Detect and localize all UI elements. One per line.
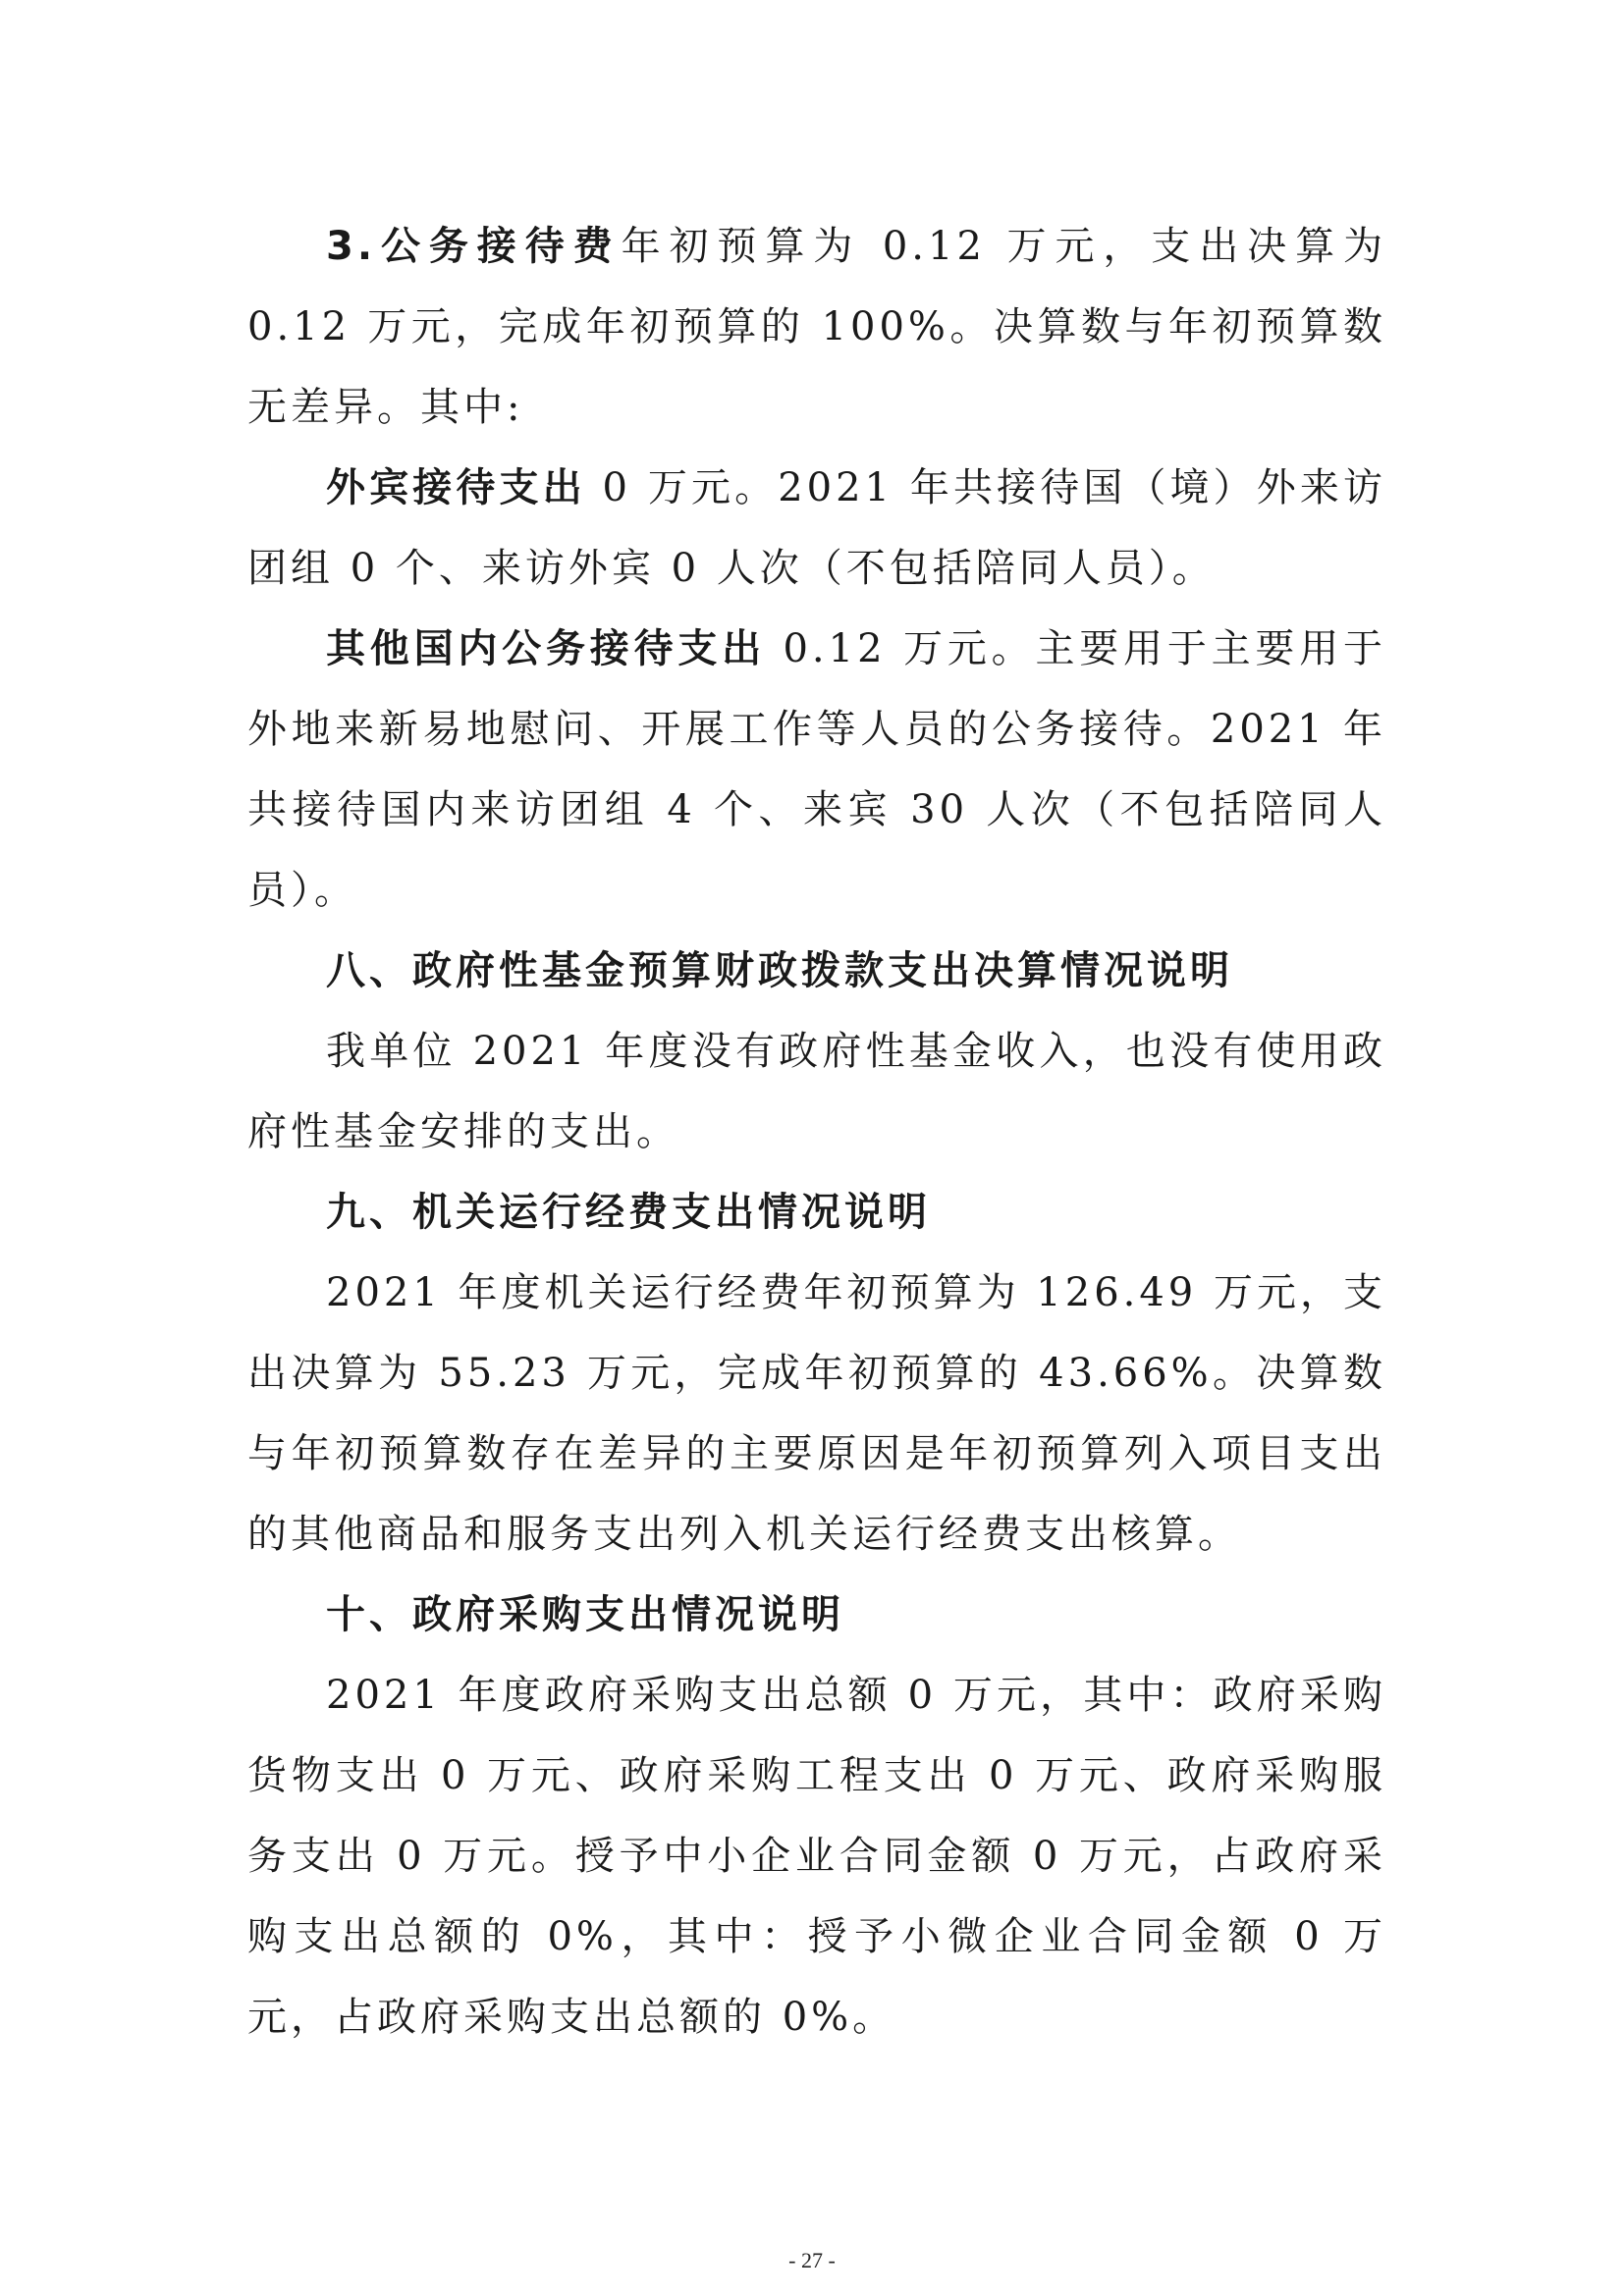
paragraph-operating-expenses: 2021 年度机关运行经费年初预算为 126.49 万元，支出决算为 55.23 万元，完成年初预算的 43.66%。决算数与年初预算数存在差异的主要原因是年初预算列入项目支出的其他商品和服务支出列入机关运行经费支出核算。	[247, 1270, 1386, 1557]
section-heading-9: 九、机关运行经费支出情况说明	[326, 1190, 931, 1235]
reception-fee-heading: 3.公务接待费	[326, 224, 622, 269]
section-heading-8: 八、政府性基金预算财政拨款支出决算情况说明	[326, 948, 1233, 993]
domestic-reception-heading: 其他国内公务接待支出	[326, 626, 766, 671]
page-number: - 27 -	[788, 2248, 836, 2272]
section-heading-10: 十、政府采购支出情况说明	[326, 1592, 844, 1637]
paragraph-domestic-reception	[247, 609, 1386, 931]
document-body	[247, 206, 1386, 2057]
foreign-guests-text: 0 万元。2021 年共接待国（境）外来访团组 0 个、来访外宾 0 人次（不包括陪同人员）。	[247, 465, 1387, 591]
paragraph-reception-fee	[247, 206, 1386, 448]
domestic-reception-text: 0.12 万元。主要用于主要用于外地来新易地慰问、开展工作等人员的公务接待。2021 年共接待国内来访团组 4 个、来宾 30 人次（不包括陪同人员）。	[247, 626, 1387, 913]
reception-fee-text: 年初预算为 0.12 万元，支出决算为 0.12 万元，完成年初预算的 100%。决算数与年初预算数无差异。其中:	[247, 224, 1386, 430]
paragraph-government-fund: 我单位 2021 年度没有政府性基金收入，也没有使用政府性基金安排的支出。	[247, 1029, 1386, 1154]
paragraph-procurement: 2021 年度政府采购支出总额 0 万元，其中：政府采购货物支出 0 万元、政府采购工程支出 0 万元、政府采购服务支出 0 万元。授予中小企业合同金额 0 万元，占政府采购支出总额的 0%，其中：授予小微企业合同金额 0 万元，占政府采购支出总额的 0%。	[247, 1673, 1386, 2040]
paragraph-foreign-guests	[247, 448, 1386, 609]
foreign-guests-heading: 外宾接待支出	[326, 465, 586, 510]
